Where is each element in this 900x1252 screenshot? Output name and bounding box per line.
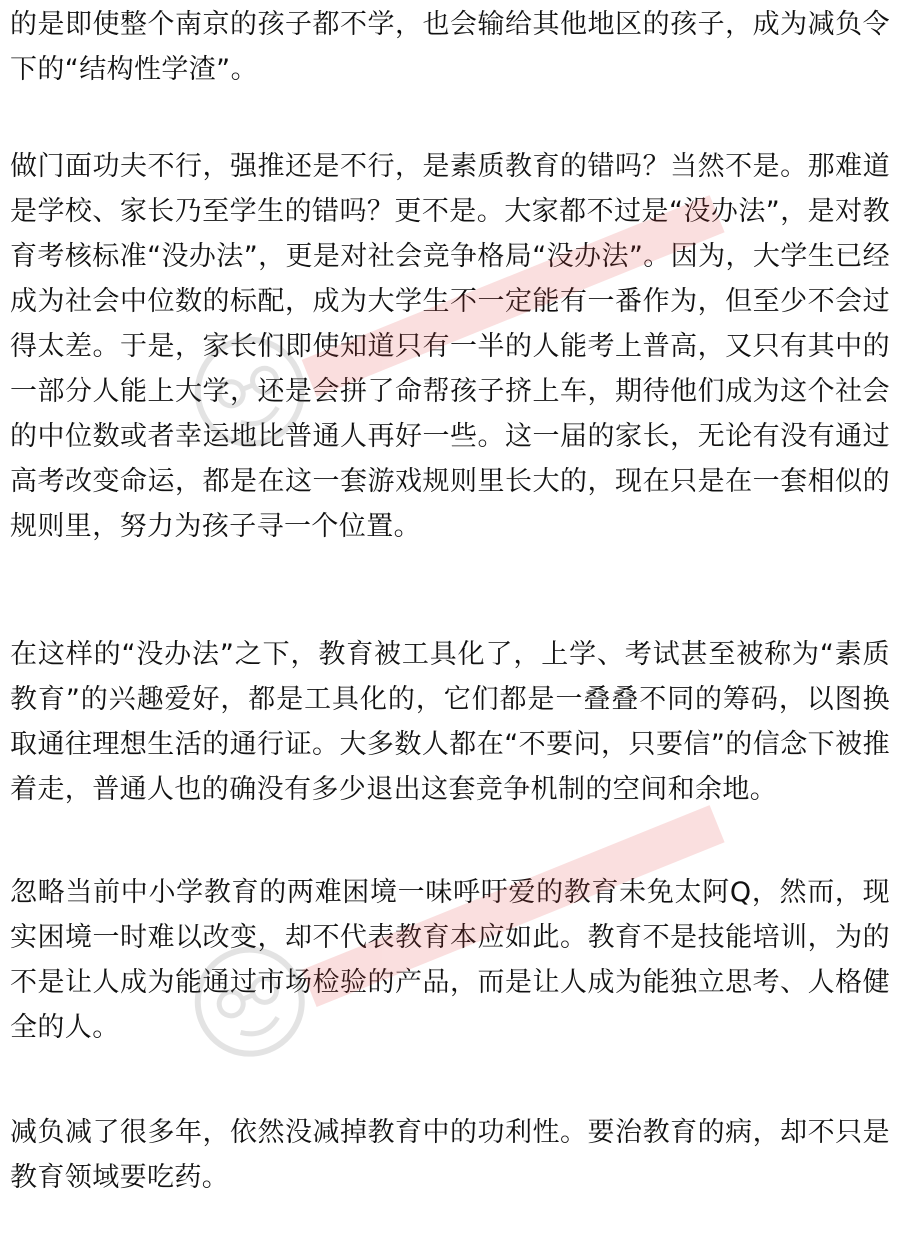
paragraph-1: 的是即使整个南京的孩子都不学，也会输给其他地区的孩子，成为减负令下的“结构性学渣”。: [10, 9, 890, 85]
paragraph-5: 减负减了很多年，依然没减掉教育中的功利性。要治教育的病，却不只是教育领域要吃药。: [10, 1117, 890, 1193]
paragraph-2: 做门面功夫不行，强推还是不行，是素质教育的错吗？当然不是。那难道是学校、家长乃至学生的错吗？更不是。大家都不过是“没办法”，是对教育考核标准“没办法”，更是对社会竞争格局“没办法”。因为，大学生已经成为社会中位数的标配，成为大学生不一定能有一番作为，但至少不会过得太差。于是，家长们即使知道只有一半的人能考上普高，又只有其中的一部分人能上大学，还是会拼了命帮孩子挤上车，期待他们成为这个社会的中位数或者幸运地比普通人再好一些。这一届的家长，无论有没有通过高考改变命运，都是在这一套游戏规则里长大的，现在只是在一套相似的规则里，努力为孩子寻一个位置。: [10, 151, 890, 542]
paragraph-3: 在这样的“没办法”之下，教育被工具化了，上学、考试甚至被称为“素质教育”的兴趣爱好，都是工具化的，它们都是一叠叠不同的筹码，以图换取通往理想生活的通行证。大多数人都在“不要问，只要信”的信念下被推着走，普通人也的确没有多少退出这套竞争机制的空间和余地。: [10, 639, 890, 805]
paragraph-4: 忽略当前中小学教育的两难困境一味呼吁爱的教育未免太阿Q，然而，现实困境一时难以改变，却不代表教育本应如此。教育不是技能培训，为的不是让人成为能通过市场检验的产品，而是让人成为能独立思考、人格健全的人。: [10, 877, 890, 1043]
